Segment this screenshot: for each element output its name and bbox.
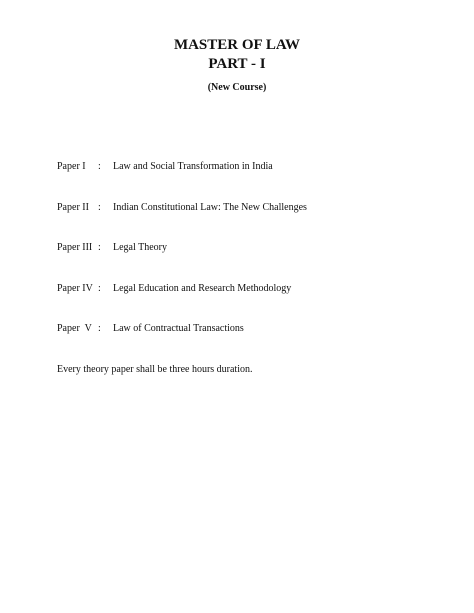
paper-row-5: [57, 322, 437, 336]
paper-colon: :: [98, 283, 101, 294]
paper-colon: :: [98, 161, 101, 172]
paper-label: Paper IV: [57, 283, 93, 294]
document-title: MASTER OF LAW: [173, 37, 301, 53]
paper-label: Paper II: [57, 202, 89, 213]
paper-colon: :: [98, 202, 101, 213]
paper-title: Legal Education and Research Methodology: [113, 283, 292, 294]
paper-title: Law of Contractual Transactions: [113, 323, 244, 334]
document-part: PART - I: [208, 56, 266, 72]
paper-title: Indian Constitutional Law: The New Challenges: [113, 202, 307, 213]
paper-label: Paper I: [57, 161, 86, 172]
paper-row-2: [57, 201, 437, 215]
paper-label: Paper III: [57, 242, 93, 253]
paper-row-3: [57, 241, 437, 255]
paper-title: Law and Social Transformation in India: [113, 161, 273, 172]
paper-row-1: [57, 160, 437, 174]
paper-title: Legal Theory: [113, 242, 167, 253]
paper-label: Paper V: [57, 323, 92, 334]
paper-row-4: [57, 282, 437, 296]
document-subtitle: (New Course): [207, 82, 267, 93]
duration-note: Every theory paper shall be three hours duration.: [57, 364, 253, 375]
paper-colon: :: [98, 242, 101, 253]
paper-colon: :: [98, 323, 101, 334]
